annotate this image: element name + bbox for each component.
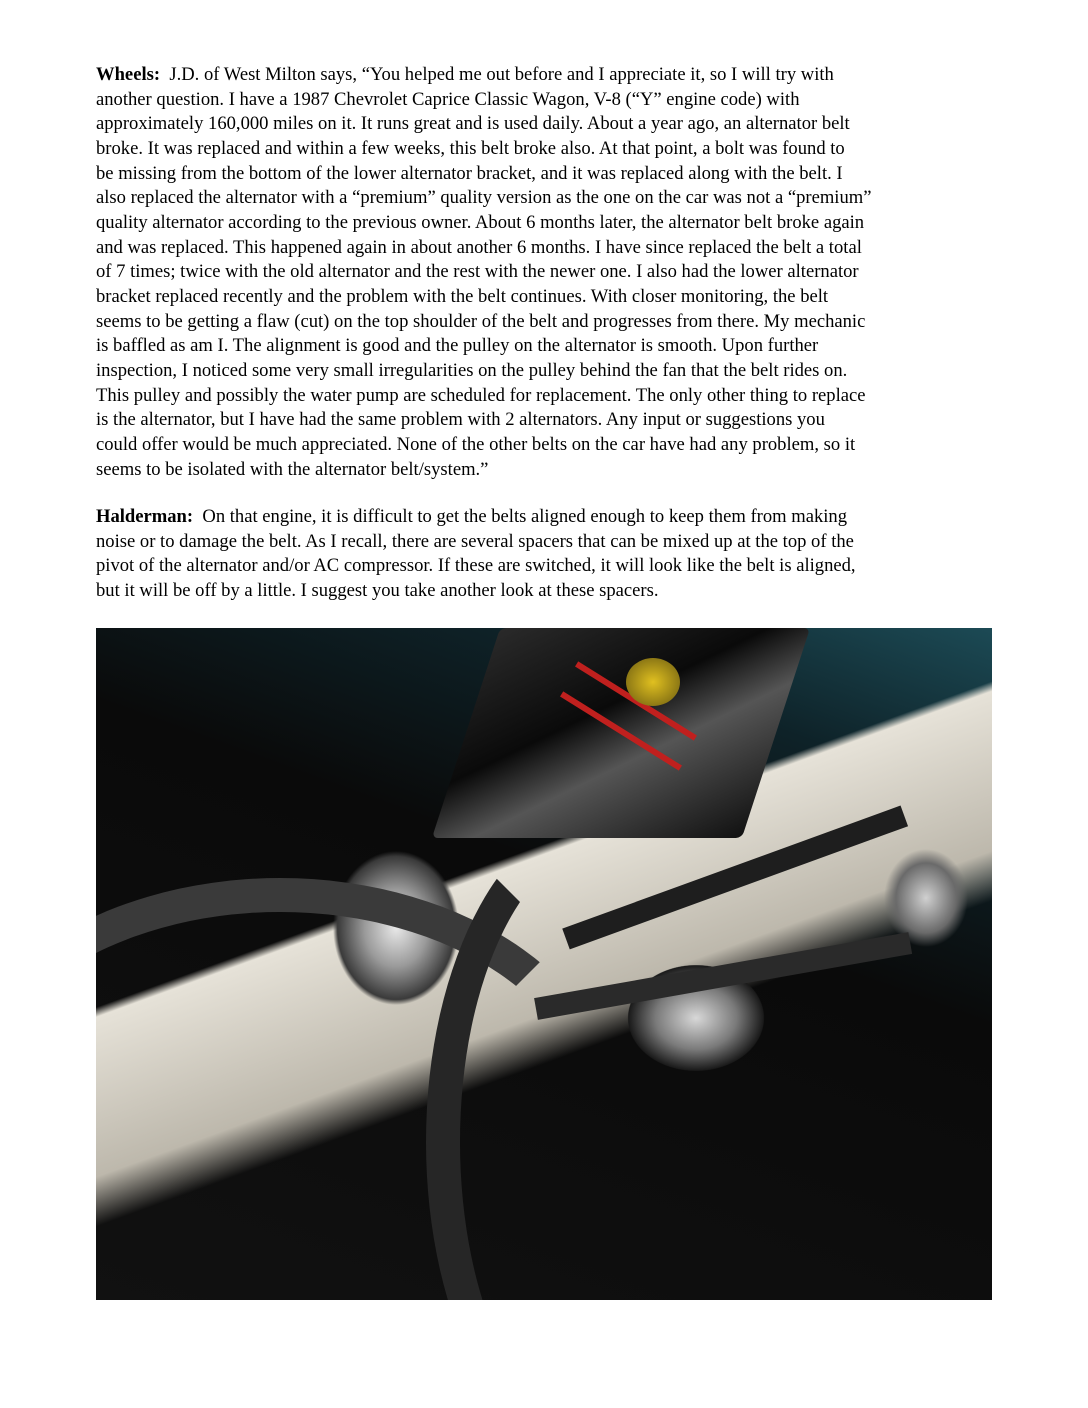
question-line: could offer would be much appreciated. None of the other belts on the car have had any problem, so it [96, 433, 856, 455]
answer-line [96, 505, 996, 530]
question-line: This pulley and possibly the water pump are scheduled for replacement. The only other thing to replace [96, 384, 866, 406]
question-line: inspection, I noticed some very small irregularities on the pulley behind the fan that the belt rides on. [96, 359, 848, 381]
question-line: also replaced the alternator with a “premium” quality version as the one on the car was not a “premium” [96, 187, 872, 209]
question-line: be missing from the bottom of the lower alternator bracket, and it was replaced along with the belt. I [96, 162, 843, 184]
question-line: broke. It was replaced and within a few weeks, this belt broke also. At that point, a bolt was found to [96, 137, 845, 159]
answer-line: pivot of the alternator and/or AC compressor. If these are switched, it will look like the belt is aligned, [96, 555, 856, 577]
question-line: bracket replaced recently and the problem with the belt continues. With closer monitoring, the belt [96, 285, 829, 307]
question-line: is baffled as am I. The alignment is good and the pulley on the alternator is smooth. Upon further [96, 335, 819, 357]
question-line: another question. I have a 1987 Chevrolet Caprice Classic Wagon, V-8 (“Y” engine code) with [96, 88, 800, 110]
question-line: seems to be isolated with the alternator belt/system.” [96, 458, 489, 480]
question-line: approximately 160,000 miles on it. It runs great and is used daily. About a year ago, an alternator belt [96, 113, 850, 135]
oil-cap [626, 658, 680, 706]
answer-line: noise or to damage the belt. As I recall, there are several spacers that can be mixed up at the top of the [96, 530, 854, 552]
question-line: is the alternator, but I have had the same problem with 2 alternators. Any input or suggestions you [96, 409, 825, 431]
question-line: of 7 times; twice with the old alternator and the rest with the newer one. I also had the lower alternator [96, 261, 859, 283]
speaker-halderman: Halderman: [96, 506, 194, 527]
speaker-wheels: Wheels: [96, 64, 161, 85]
question-paragraph [96, 63, 996, 482]
line-text: On that engine, it is difficult to get the belts aligned enough to keep them from making [202, 506, 848, 527]
line-text: J.D. of West Milton says, “You helped me out before and I appreciate it, so I will try with [169, 64, 834, 85]
engine-bay-photo [96, 628, 992, 1300]
question-line: and was replaced. This happened again in about another 6 months. I have since replaced the belt a total [96, 236, 862, 258]
question-line: quality alternator according to the previous owner. About 6 months later, the alternator belt broke again [96, 211, 865, 233]
answer-line: but it will be off by a little. I suggest you take another look at these spacers. [96, 579, 659, 601]
question-line: seems to be getting a flaw (cut) on the top shoulder of the belt and progresses from there. My mechanic [96, 310, 866, 332]
answer-paragraph [96, 505, 996, 604]
question-line [96, 63, 996, 88]
